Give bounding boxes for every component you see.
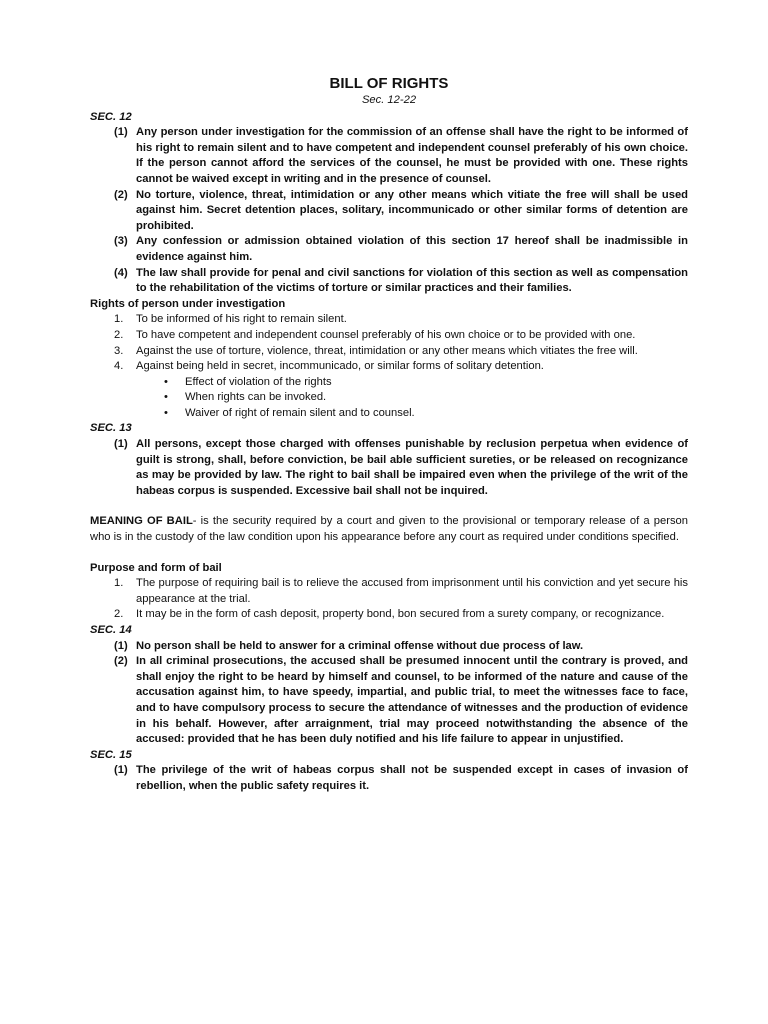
list-item: (3) Any confession or admission obtained violation of this section 17 hereof shall be inadmissible in evidence against him. [114,235,688,263]
section-label-13: SEC. 13 [90,422,132,435]
section-label-12: SEC. 12 [90,110,132,123]
purpose-list [90,576,688,623]
list-item: 3. Against the use of torture, violence, threat, intimidation or any other means which vitiates the free will. [114,344,638,357]
list-item: 2. To have competent and independent counsel preferably of his own choice or to be provided with one. [114,328,636,341]
list-item: (4) The law shall provide for penal and civil sanctions for violation of this section as well as compensation to the rehabilitation of the victims of torture or similar practices and their families. [114,266,688,295]
document-subtitle: Sec. 12-22 [361,94,417,106]
list-item: (1) No person shall be held to answer for a criminal offense without due process of law. [114,639,584,652]
list-item: (2) No torture, violence, threat, intimidation or any other means which vitiate the free will shall be used against him. Secret detention places, solitary, incommunicado or other similar forms of detention are prohibited. [114,188,688,232]
list-item: 2. It may be in the form of cash deposit, property bond, bon secured from a surety company, or recognizance. [114,608,665,621]
bullet-item: • Waiver of right of remain silent and to counsel. [164,406,688,422]
purpose-heading: Purpose and form of bail [90,561,222,574]
bullet-icon: • [164,391,168,404]
section-label-15: SEC. 15 [90,748,132,761]
list-item: (1) Any person under investigation for the commission of an offense shall have the right to be informed of his right to remain silent and to have competent and independent counsel preferably of his own choice. If the person cannot afford the services of the counsel, he must be provided with one. These rights cannot be waived except in writing and in the presence of counsel. [114,126,688,185]
rights-bullets [90,375,688,422]
list-item: 1. The purpose of requiring bail is to relieve the accused from imprisonment until his conviction and yet secure his appearance at the trial. [114,577,688,605]
section-12-list [90,125,688,297]
section-13-list [90,437,688,499]
bail-definition: MEANING OF BAIL- is the security required by a court and given to the provisional or temporary release of a person who is in the custody of the law condition upon his appearance before any court as required under conditions specified. [90,515,688,544]
rights-heading: Rights of person under investigation [90,297,286,310]
bullet-icon: • [164,406,168,419]
rights-list [90,312,688,374]
document-title: BILL OF RIGHTS [329,75,449,92]
bullet-item: • When rights can be invoked. [164,390,688,406]
list-item: 1. To be informed of his right to remain silent. [114,313,347,326]
list-item: 4. Against being held in secret, incommunicado, or similar forms of solitary detention. [114,360,544,373]
bullet-icon: • [164,375,168,388]
list-item: (1) The privilege of the writ of habeas corpus shall not be suspended except in cases of invasion of rebellion, when the public safety requires it. [114,764,688,792]
section-15-list [90,763,688,794]
section-label-14: SEC. 14 [90,624,132,636]
section-14-list [90,639,688,748]
list-item: (2) In all criminal prosecutions, the accused shall be presumed innocent until the contrary is proved, and shall enjoy the right to be heard by himself and counsel, to be informed of the nature and cause of the accusation against him, to have speedy, impartial, and public trial, to meet the witnesses face to face, and to have compulsory process to secure the attendance of witnesses and the production of evidence in his behalf. However, after arraignment, trial may proceed notwithstanding the absence of the accused: provided that he has been duly notified and his life failure to appear in unjustified. [114,655,688,746]
bullet-item: • Effect of violation of the rights [164,375,688,391]
bail-term: MEANING OF BAIL [90,515,193,528]
list-item: (1) All persons, except those charged with offenses punishable by reclusion perpetua when evidence of guilt is strong, shall, before conviction, be bail able sufficient sureties, or be released on recognizance as may be provided by law. The right to bail shall be impaired even when the privilege of the writ of the habeas corpus is suspended. Excessive bail shall not be inquired. [114,438,688,497]
